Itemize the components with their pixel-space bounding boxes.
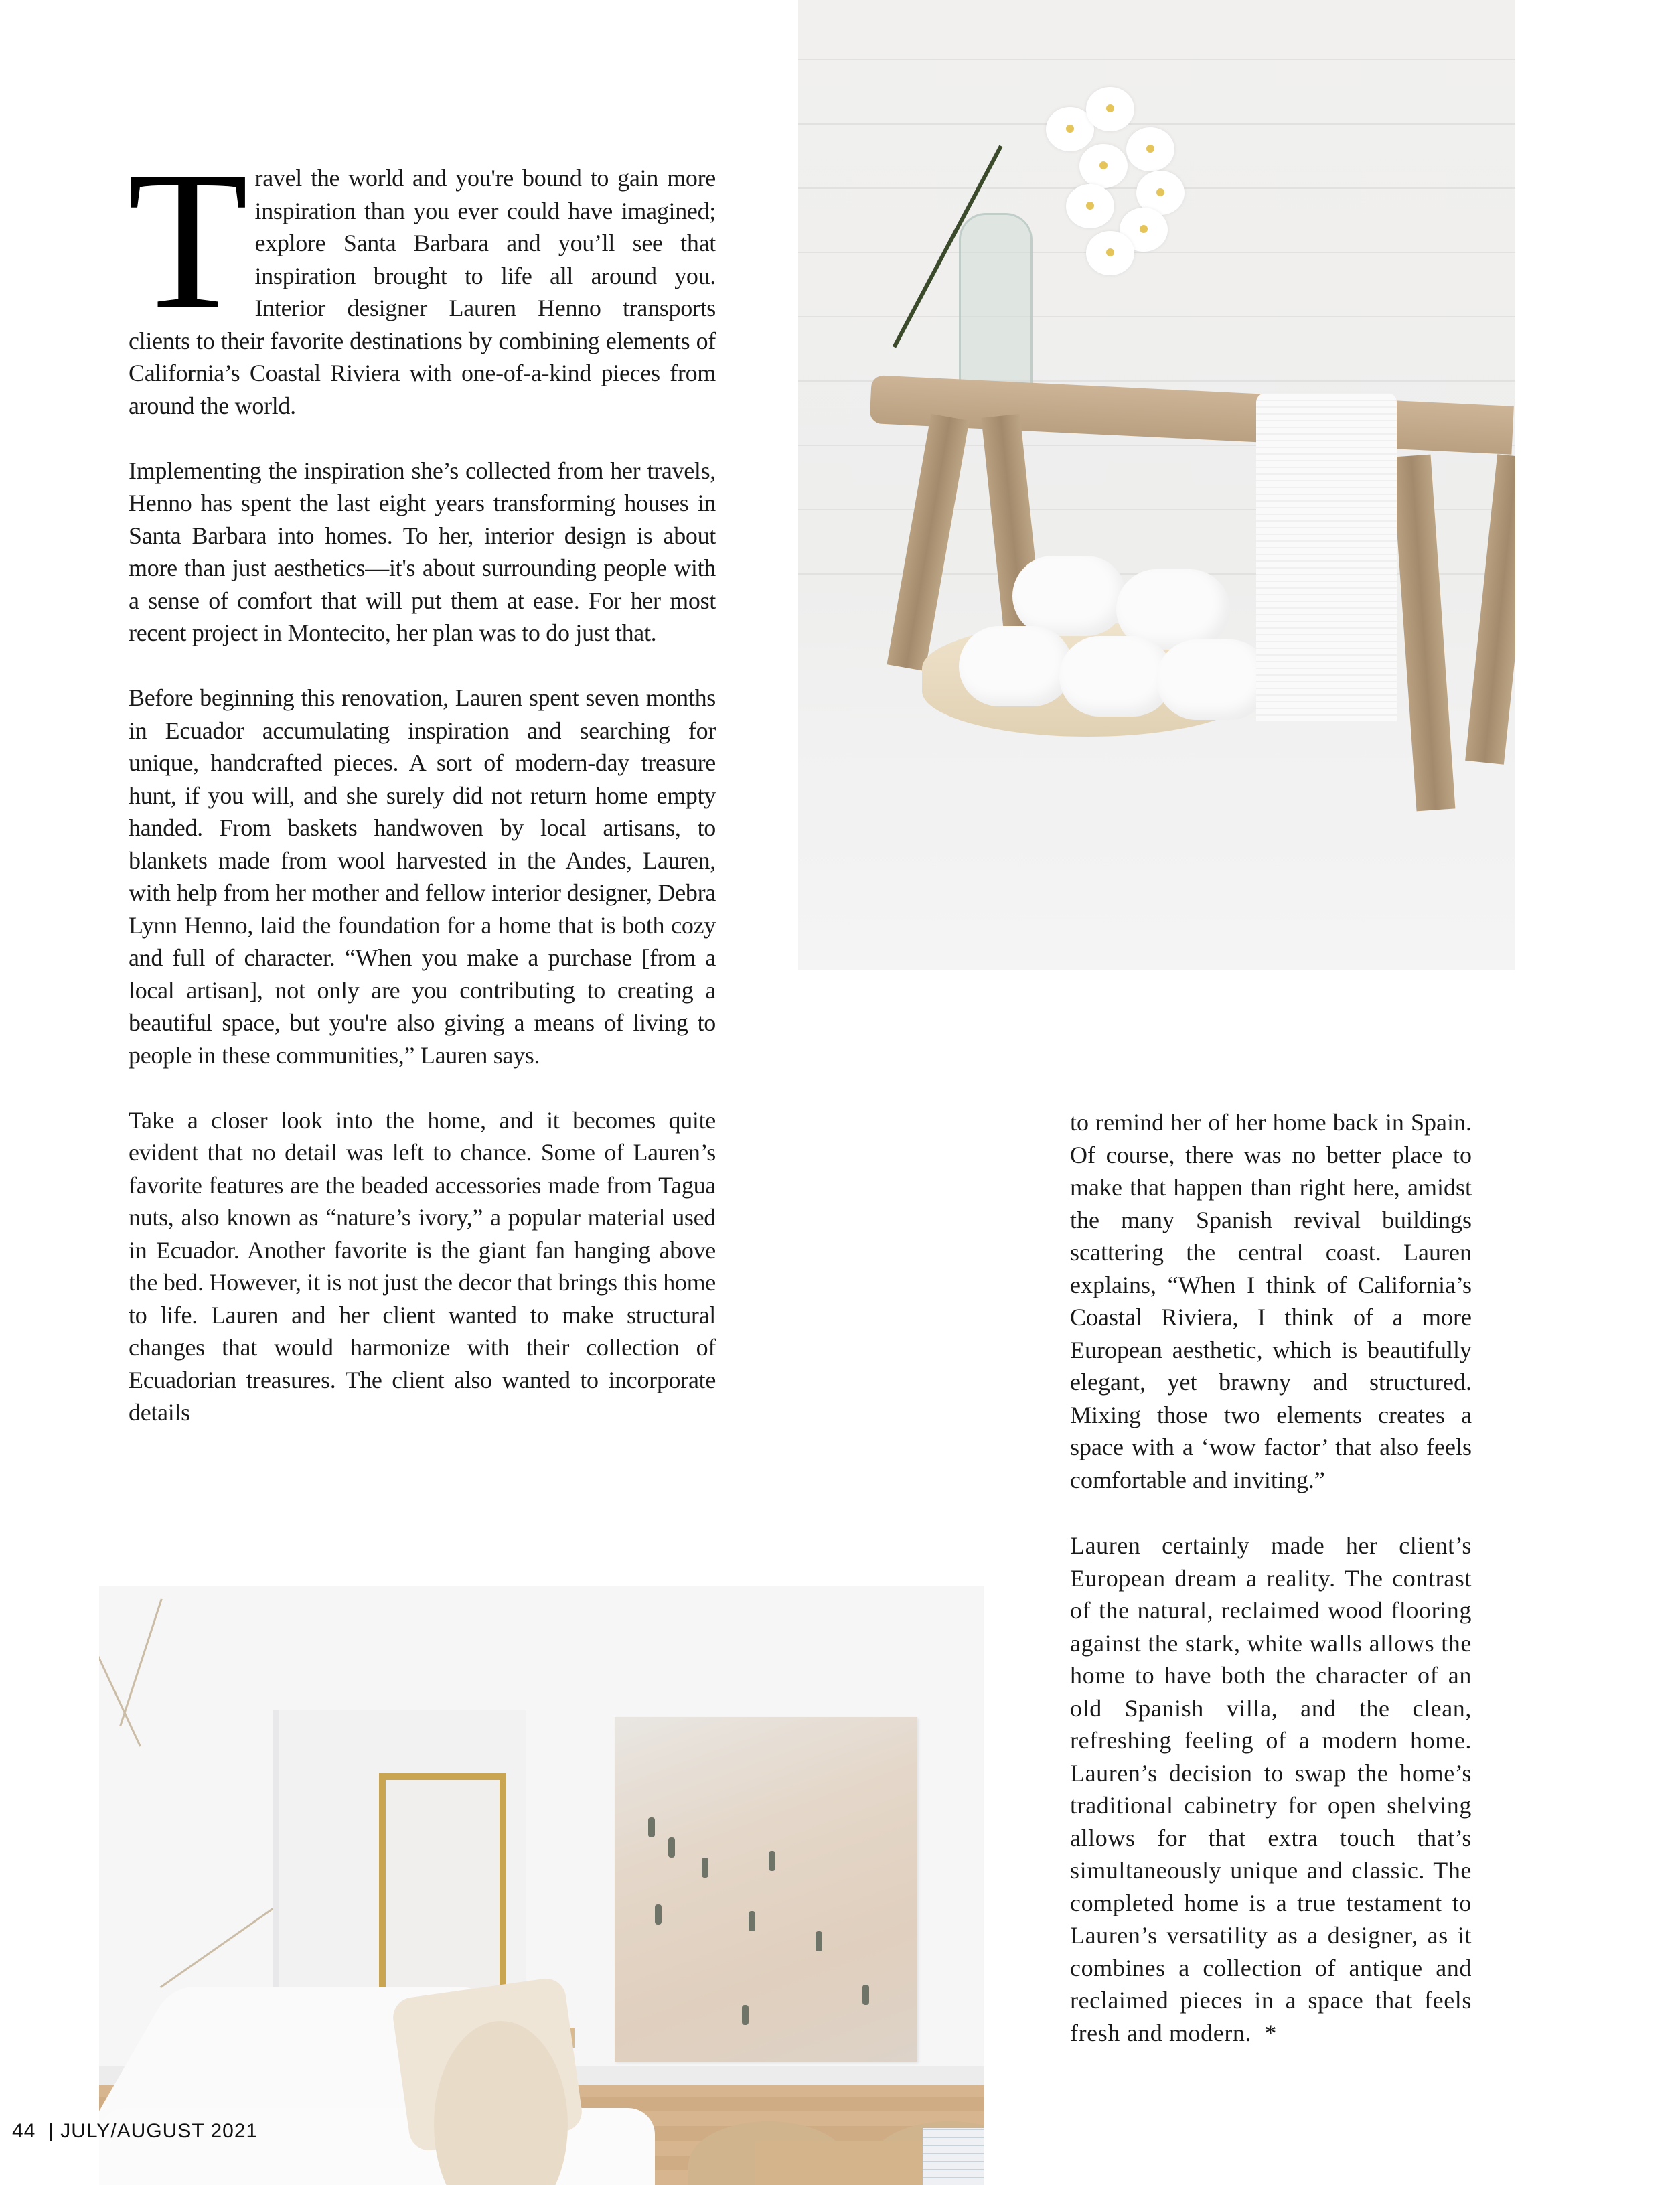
tile-grout	[798, 252, 1515, 253]
painted-figure	[816, 1931, 822, 1951]
tile-grout	[798, 123, 1515, 125]
living-room-photo	[99, 1586, 984, 2185]
rolled-towel	[1156, 639, 1270, 720]
page-number: 44	[12, 2120, 36, 2142]
drop-cap: T	[127, 131, 248, 350]
painted-figure	[668, 1837, 675, 1858]
book-stack	[923, 2128, 984, 2185]
dried-branch	[160, 1902, 282, 1989]
painted-figure	[862, 1985, 869, 2005]
orchid-flower	[1086, 87, 1134, 131]
orchid-flower	[1066, 184, 1114, 228]
bench-leg	[1465, 454, 1515, 765]
end-mark-icon: *	[1264, 2019, 1277, 2046]
article-left-column	[127, 131, 716, 1429]
paragraph-closing-text: Lauren certainly made her client’s European dream a reality. The contrast of the natural, reclaimed wood flooring against the stark, white walls allows the home to have both the character of an old Spanish villa, and the clean, refreshing feeling of a modern home. Lauren’s decision to swap the home’s traditional cabinetry for open shelving allows for that extra touch that’s simultaneously unique and classic. The completed home is a true testament to Lauren’s versatility as a designer, as it combines a collection of antique and reclaimed pieces in a space that feels fresh and modern.	[1070, 1532, 1472, 2046]
painted-figure	[749, 1911, 755, 1931]
painted-figure	[742, 2005, 749, 2025]
paragraph-intro	[127, 131, 716, 422]
paragraph: Before beginning this renovation, Lauren spent seven months in Ecuador accumulating inspiration and searching for unique, handcrafted pieces. A sort of modern-day treasure hunt, if you will, and she surely did not return home empty handed. From baskets handwoven by local artisans, to blankets made from wool harvested in the Andes, Lauren, with help from her mother and fellow interior designer, Debra Lynn Henno, laid the foundation for a home that is both cozy and full of character. “When you make a purchase [from a local artisan], not only are you contributing to creating a beautiful space, but you're also giving a means of living to people in these communities,” Lauren says.	[129, 684, 716, 1069]
bench-seat	[869, 375, 1513, 455]
painted-figure	[702, 1858, 708, 1878]
beach-painting	[615, 1717, 917, 2062]
bench-photo	[798, 0, 1515, 970]
paragraph: Implementing the inspiration she’s collected from her travels, Henno has spent the last eight years transforming houses in Santa Barbara into homes. To her, interior design is about more than just aesthetics—it's about surrounding people with a sense of comfort that will put them at ease. For her most recent project in Montecito, her plan was to do just that.	[129, 457, 716, 646]
paragraph: Take a closer look into the home, and it becomes quite evident that no detail was left to chance. Some of Lauren’s favorite features are the beaded accessories made from Tagua nuts, also known as “nature’s ivory,” a popular material used in Ecuador. Another favorite is the giant fan hanging above the bed. However, it is not just the decor that brings this home to life. Lauren and her client wanted to make structural changes that would harmonize with their collection of Ecuadorian treasures. The client also wanted to incorporate details	[129, 1106, 716, 1426]
hanging-towel	[1256, 393, 1397, 721]
paragraph-intro-text: ravel the world and you're bound to gain more inspiration than you ever could have imagined; explore Santa Barbara and you’ll see that inspiration brought to life all around you. Interior designer Lauren Henno transports clients to their favorite destinations by combining elements of California’s Coastal Riviera with one-of-a-kind pieces from around the world.	[129, 165, 716, 419]
painted-figure	[769, 1851, 775, 1871]
issue-date: JULY/AUGUST 2021	[60, 2120, 258, 2142]
bench-leg	[1392, 455, 1456, 812]
paragraph: to remind her of her home back in Spain. Of course, there was no better place to make that happen than right here, amidst the many Spanish revival buildings scattering the central coast. Lauren explains, “When I think of California’s Coastal Riviera, I think of a more European aesthetic, which is beautifully elegant, yet brawny and structured. Mixing those two elements creates a space with a ‘wow factor’ that also feels comfortable and inviting.”	[1070, 1109, 1472, 1493]
footer-separator: |	[48, 2120, 54, 2142]
dried-branch	[99, 1637, 141, 1746]
orchid-flower	[1126, 127, 1174, 171]
page-footer	[12, 2120, 258, 2143]
rolled-towel	[959, 626, 1073, 706]
tile-grout	[798, 316, 1515, 317]
painted-figure	[648, 1817, 655, 1837]
orchid-flower	[1079, 144, 1128, 188]
paragraph-closing	[1070, 1529, 1472, 2049]
orchid-flower	[1086, 231, 1134, 275]
glass-vase	[959, 213, 1033, 392]
article-right-column-top	[1070, 1106, 1472, 1496]
gold-mirror	[379, 1773, 506, 2008]
rolled-towel	[1012, 556, 1126, 636]
tile-grout	[798, 59, 1515, 60]
bench-leg	[887, 414, 969, 671]
dried-branch	[119, 1598, 163, 1726]
painted-figure	[655, 1904, 662, 1925]
article-right-column-bottom	[1070, 1529, 1472, 2049]
